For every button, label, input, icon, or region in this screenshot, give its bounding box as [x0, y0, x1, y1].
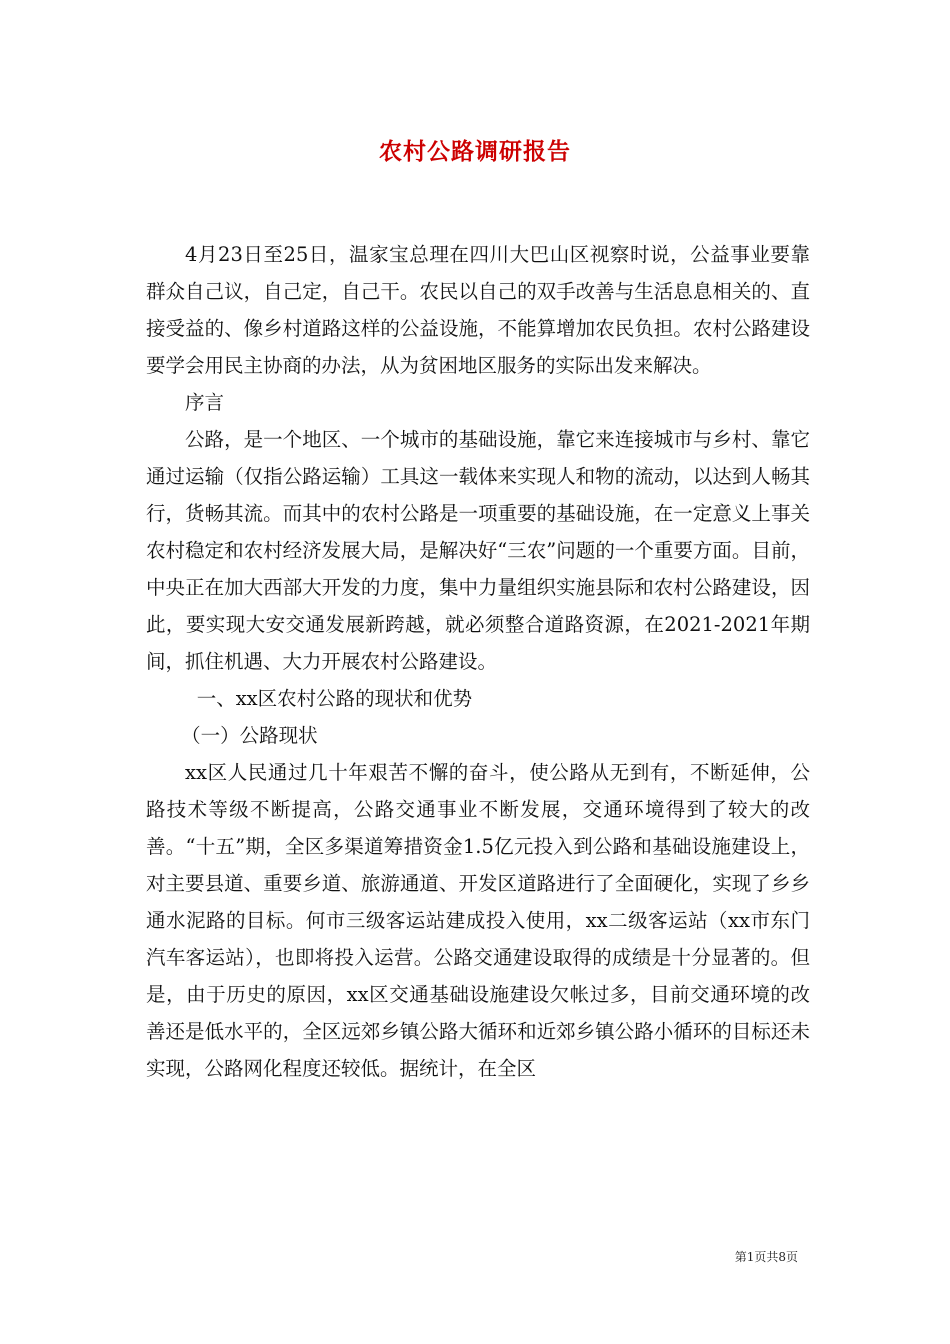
preface-heading: 序言: [185, 391, 225, 414]
subsection-heading: （一）公路现状: [181, 724, 318, 747]
preface-paragraph: 公路，是一个地区、一个城市的基础设施，靠它来连接城市与乡村、靠它通过运输（仅指公路运输）工具这一载体来实现人和物的流动，以达到人畅其行，货畅其流。而其中的农村公路是一项重要的基础设施，在一定意义上事关农村稳定和农村经济发展大局，是解决好“三农”问题的一个重要方面。目前，中央正在加大西部大开发的力度，集中力量组织实施县际和农村公路建设，因此，要实现大安交通发展新跨越，就必须整合道路资源，在2021-2021年期间，抓住机遇、大力开展农村公路建设。: [146, 428, 810, 673]
document-body: [146, 236, 810, 1087]
status-paragraph: xx区人民通过几十年艰苦不懈的奋斗，使公路从无到有，不断延伸，公路技术等级不断提高，公路交通事业不断发展，交通环境得到了较大的改善。“十五”期，全区多渠道筹措资金1.5亿元投入到公路和基础设施建设上，对主要县道、重要乡道、旅游通道、开发区道路进行了全面硬化，实现了乡乡通水泥路的目标。何市三级客运站建成投入使用，xx二级客运站（xx市东门汽车客运站），也即将投入运营。公路交通建设取得的成绩是十分显著的。但是，由于历史的原因，xx区交通基础设施建设欠帐过多，目前交通环境的改善还是低水平的，全区远郊乡镇公路大循环和近郊乡镇公路小循环的目标还未实现，公路网化程度还较低。据统计，在全区: [146, 761, 810, 1080]
section-heading: 一、xx区农村公路的现状和优势: [196, 687, 473, 710]
page-number: 第1页共8页: [734, 1250, 798, 1264]
document-title: 农村公路调研报告: [379, 138, 571, 165]
intro-paragraph: 4月23日至25日，温家宝总理在四川大巴山区视察时说，公益事业要靠群众自己议，自己定，自己干。农民以自己的双手改善与生活息息相关的、直接受益的、像乡村道路这样的公益设施，不能算增加农民负担。农村公路建设要学会用民主协商的办法，从为贫困地区服务的实际出发来解决。: [146, 243, 810, 377]
